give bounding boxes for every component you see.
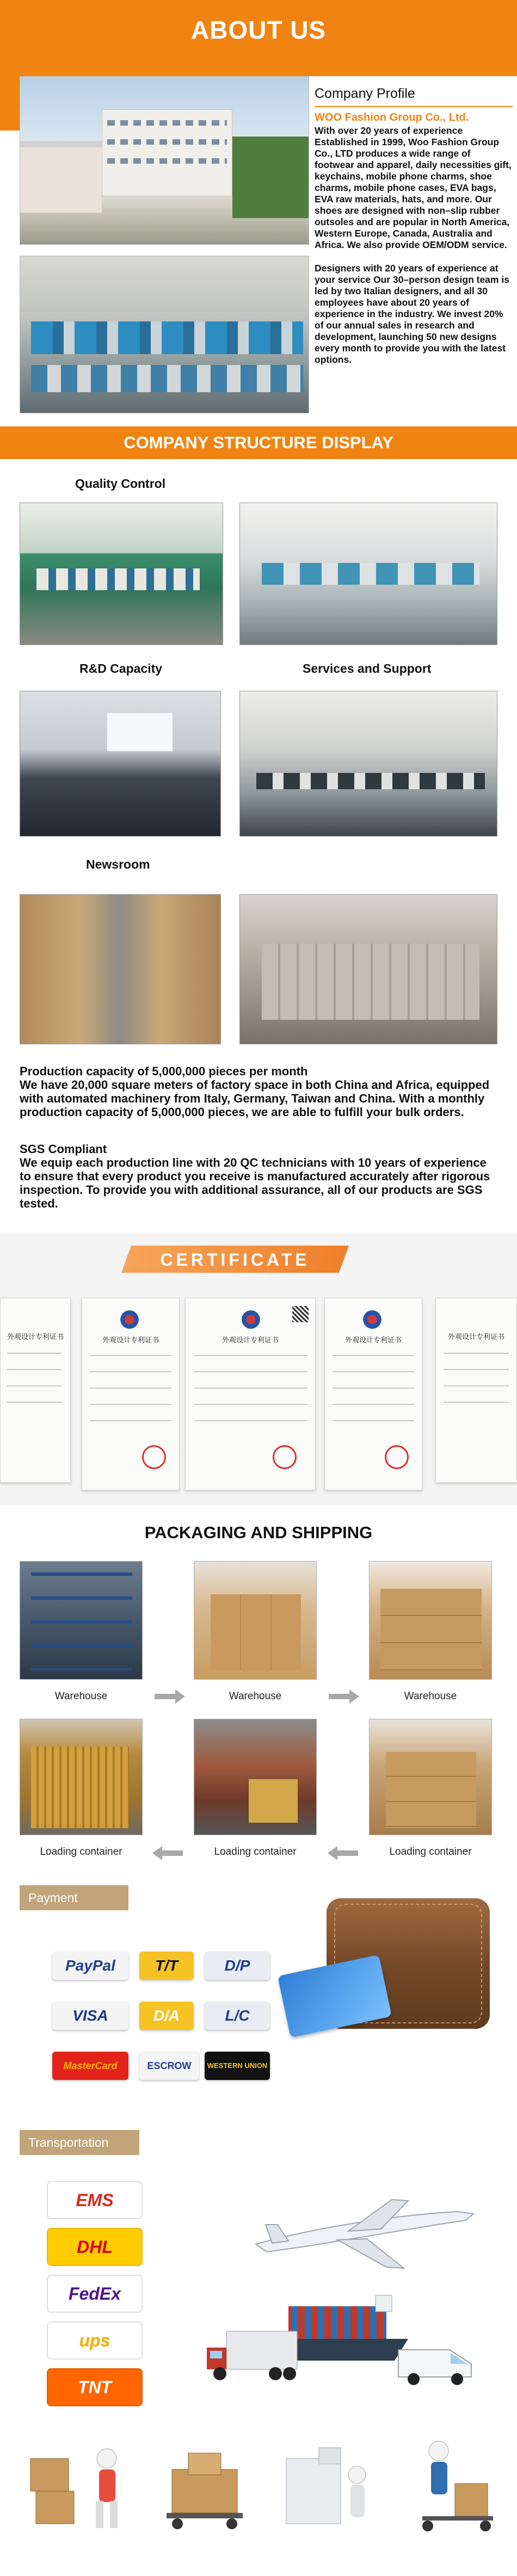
warehouse-photo-1 [20, 1561, 143, 1680]
ups-logo: ups [47, 2321, 143, 2360]
services-support-photo [239, 691, 497, 837]
certificate-document-4: 外观设计专利证书 [324, 1298, 422, 1490]
capacity-text: We have 20,000 square meters of factory space in both China and Africa, equipped with automated machinery from Italy, Germany, Taiwan and China. With a monthly production capacity of 5,000,000 pieces, we are able to fulfill your bulk orders. [20, 1078, 490, 1119]
da-card: D/A [139, 2002, 194, 2030]
truck-icon [205, 2326, 303, 2386]
payment-method-tag: Payment method [20, 1885, 128, 1910]
step-label-2: Warehouse [229, 1691, 282, 1702]
label-rnd-capacity: R&D Capacity [79, 661, 163, 676]
sgs-heading: SGS Compliant [20, 1142, 107, 1156]
fedex-logo: FedEx [47, 2275, 143, 2313]
certificate-document-2: 外观设计专利证书 [82, 1298, 180, 1490]
step-label-4: Loading container [40, 1846, 122, 1857]
western-union-card: WESTERN UNION [205, 2052, 270, 2080]
mastercard-card: MasterCard [52, 2052, 128, 2080]
certificate-title: CERTIFICATE [160, 1250, 310, 1270]
about-title: ABOUT US [190, 16, 327, 44]
company-name: WOO Fashion Group Co., Ltd. [315, 106, 513, 124]
rnd-capacity-photo [20, 691, 221, 837]
loading-container-photo-2 [194, 1719, 317, 1835]
quality-control-photo-1 [20, 503, 223, 645]
certificate-document-1: 外观设计专利证书 [0, 1298, 71, 1483]
factory-exterior-photo [20, 76, 309, 245]
newsroom-photo-1 [20, 894, 221, 1044]
step-label-3: Warehouse [404, 1691, 457, 1702]
loading-container-photo-3 [369, 1719, 492, 1835]
arrow-left-icon [152, 1846, 183, 1860]
loading-container-photo-1 [20, 1719, 143, 1835]
tt-card: T/T [139, 1952, 194, 1980]
delivery-figure-4 [390, 2435, 498, 2535]
dhl-logo: DHL [47, 2228, 143, 2266]
tnt-logo: TNT [47, 2368, 143, 2406]
arrow-right-icon [155, 1689, 185, 1704]
arrow-right-icon [329, 1689, 359, 1704]
warehouse-photo-3 [369, 1561, 492, 1680]
structure-title: COMPANY STRUCTURE DISPLAY [124, 433, 393, 452]
certificate-document-3: 外观设计专利证书 [185, 1298, 316, 1490]
sgs-text: We equip each production line with 20 QC technicians with 10 years of experience to ensure that every product you receive is manufactured accurately after rigorous inspection. To provide you with additional assurance, all of our products are SGS tested. [20, 1156, 490, 1210]
airplane-icon [250, 2195, 479, 2277]
step-label-5: Loading container [214, 1846, 297, 1857]
quality-control-photo-2 [239, 503, 497, 645]
delivery-figure-3 [270, 2437, 379, 2535]
delivery-figure-2 [150, 2442, 259, 2535]
profile-heading: Company Profile [315, 86, 415, 101]
lc-card: L/C [205, 2002, 270, 2030]
packaging-title: PACKAGING AND SHIPPING [144, 1523, 373, 1542]
delivery-figure-1 [25, 2437, 134, 2535]
production-line-photo [20, 256, 309, 413]
warehouse-photo-2 [194, 1561, 317, 1680]
step-label-1: Warehouse [54, 1691, 108, 1702]
profile-paragraph-2: Designers with 20 years of experience at your service Our 30–person design team is led by two Italian designers, and all 30 employees have about 20 years of experience in the industry. We invest 20% of our annual sales in research and development, launching 50 new designs every month to provide you with the latest options. [315, 263, 509, 365]
arrow-left-icon [328, 1846, 358, 1860]
capacity-heading: Production capacity of 5,000,000 pieces per month [20, 1064, 308, 1078]
step-label-6: Loading container [389, 1846, 472, 1857]
van-icon [395, 2339, 477, 2388]
label-services-support: Services and Support [303, 661, 432, 676]
escrow-card: ESCROW [139, 2052, 199, 2080]
newsroom-photo-2 [239, 894, 497, 1044]
transportation-tag: Transportation [20, 2130, 139, 2155]
company-profile-box [309, 76, 517, 413]
ems-logo: EMS [47, 2181, 143, 2219]
certificate-document-5: 外观设计专利证书 [435, 1298, 517, 1483]
label-quality-control: Quality Control [75, 476, 166, 491]
profile-paragraph-1: With over 20 years of experience Established in 1999, Woo Fashion Group Co., LTD produces a wide range of footwear and apparel, daily necessities gift, keychains, mobile phone charms, shoe charms, mobile phone cases, EVA bags, EVA raw materials, hats, and more. Our shoes are designed with non–slip rubber outsoles and are popular in North America, Western Europe, Canada, Australia and Africa. We also provide OEM/ODM service. [315, 125, 512, 250]
label-newsroom: Newsroom [86, 857, 150, 871]
dp-card: D/P [205, 1952, 270, 1980]
paypal-card: PayPal [52, 1952, 128, 1980]
visa-card: VISA [52, 2002, 128, 2030]
